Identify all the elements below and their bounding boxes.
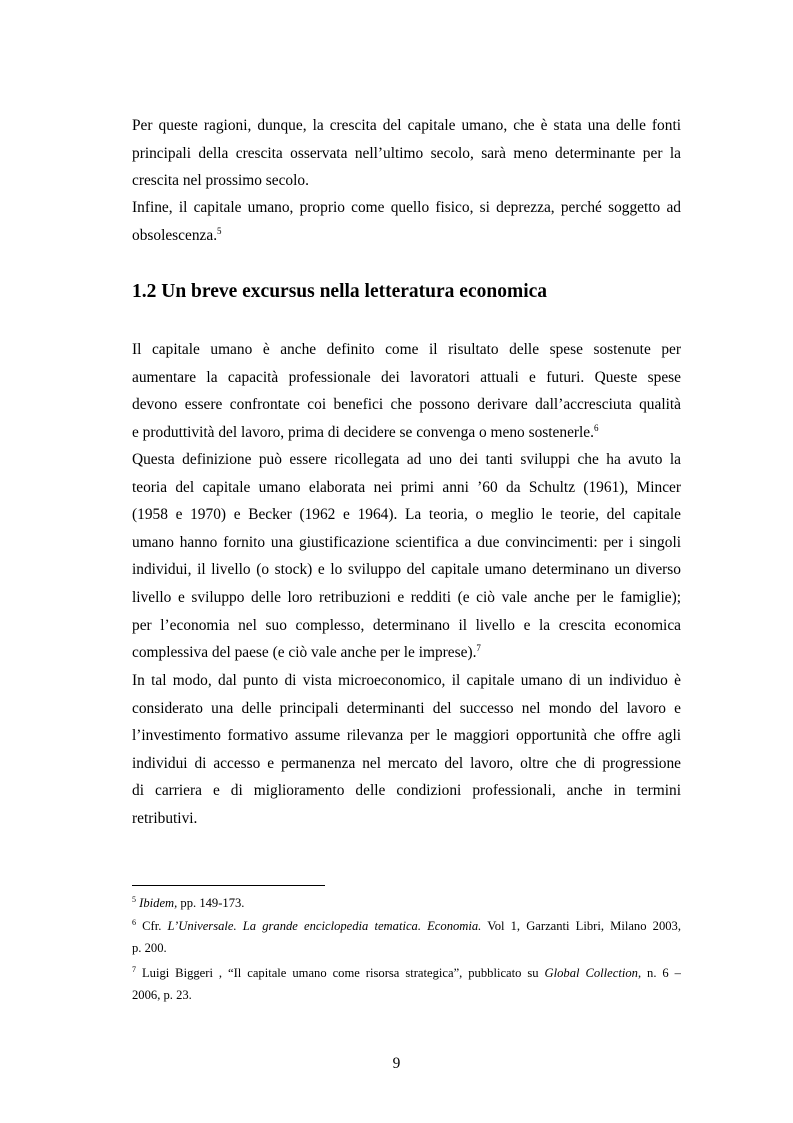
- text-line-content: obsolescenza.: [132, 226, 218, 244]
- text-line: In tal modo, dal punto di vista microeconomico, il capitale umano di un individuo è: [132, 672, 681, 689]
- text-line: crescita nel prossimo secolo.: [132, 172, 309, 190]
- footnote-number: 7: [132, 965, 136, 974]
- footnote-text: Cfr.: [136, 919, 168, 933]
- text-line: di carriera e di miglioramento delle condizioni professionali, anche in termini: [132, 782, 681, 800]
- text-line: retributivi.: [132, 809, 198, 827]
- text-line-content: e produttività del lavoro, prima di decidere se convenga o meno sostenerle.: [132, 423, 594, 441]
- text-line: aumentare la capacità professionale dei lavoratori attuali e futuri. Queste spese: [132, 368, 681, 386]
- footnote-reference: 6: [594, 422, 599, 433]
- text-line: Infine, il capitale umano, proprio come quello fisico, si deprezza, perché soggetto ad: [132, 199, 681, 216]
- footnote-reference: 5: [217, 225, 222, 236]
- footnote-5: [132, 892, 681, 914]
- page-number: 9: [392, 1055, 401, 1072]
- footnote-line: p. 200.: [132, 941, 167, 955]
- footnote-text: , n. 6 –: [637, 966, 681, 980]
- text-line: Questa definizione può essere ricollegata ad uno dei tanti sviluppi che ha avuto la: [132, 451, 681, 468]
- paragraph-microeconomic: [132, 667, 681, 833]
- footnote-italic: L’Universale. La grande enciclopedia tematica. Economia.: [167, 919, 482, 933]
- text-line: individui, il livello (o stock) e lo sviluppo del capitale umano determinano un diverso: [132, 561, 681, 579]
- footnote-line: [132, 915, 681, 937]
- section-heading: 1.2 Un breve excursus nella letteratura economica: [132, 281, 548, 302]
- text-line: per l’economia nel suo complesso, determinano il livello e la crescita economica: [132, 616, 681, 634]
- text-line: [132, 419, 681, 447]
- text-line: livello e sviluppo delle loro retribuzioni e redditi (e ciò vale anche per le famiglie);: [132, 588, 681, 606]
- text-line: [132, 639, 681, 667]
- paragraph-growth-reasons: [132, 112, 681, 195]
- footnote-text: Luigi Biggeri , “Il capitale umano come risorsa strategica”, pubblicato su: [136, 966, 545, 980]
- text-line: teoria del capitale umano elaborata nei primi anni ’60 da Schultz (1961), Mincer: [132, 478, 681, 496]
- text-line: Per queste ragioni, dunque, la crescita del capitale umano, che è stata una delle fonti: [132, 117, 681, 134]
- paragraph-definition: [132, 336, 681, 446]
- footnote-line: [132, 892, 681, 914]
- text-line: principali della crescita osservata nell’ultimo secolo, sarà meno determinante per la: [132, 144, 681, 162]
- footnote-separator: [132, 885, 325, 886]
- text-line: Il capitale umano è anche definito come il risultato delle spese sostenute per: [132, 341, 681, 358]
- footnote-reference: 7: [476, 643, 481, 654]
- footnote-italic: Global Collection: [544, 966, 638, 980]
- text-line: l’investimento formativo assume rilevanza per le maggiori opportunità che offre agli: [132, 727, 681, 745]
- paragraph-depreciation: [132, 194, 681, 249]
- footnote-text: Vol 1, Garzanti Libri, Milano 2003,: [481, 919, 681, 933]
- footnote-line: [132, 962, 681, 984]
- footnote-6: [132, 915, 681, 959]
- footnote-7: [132, 962, 681, 1006]
- text-line: umano hanno fornito una giustificazione scientifica a due convincimenti: per i singoli: [132, 533, 681, 551]
- footnote-italic: Ibidem,: [139, 896, 178, 910]
- text-line: (1958 e 1970) e Becker (1962 e 1964). La teoria, o meglio le teorie, del capitale: [132, 506, 681, 524]
- text-line: devono essere confrontate coi benefici che possono derivare dall’accresciuta qualità: [132, 396, 681, 414]
- text-line: individui di accesso e permanenza nel mercato del lavoro, oltre che di progressione: [132, 754, 681, 772]
- footnote-number: 5: [132, 895, 136, 904]
- text-line: considerato una delle principali determinanti del successo nel mondo del lavoro e: [132, 699, 681, 717]
- text-line: [132, 222, 681, 250]
- footnote-text: pp. 149-173.: [177, 896, 245, 910]
- footnote-line: 2006, p. 23.: [132, 988, 192, 1002]
- paragraph-theory: [132, 446, 681, 667]
- footnote-number: 6: [132, 918, 136, 927]
- text-line-content: complessiva del paese (e ciò vale anche per le imprese).: [132, 644, 477, 662]
